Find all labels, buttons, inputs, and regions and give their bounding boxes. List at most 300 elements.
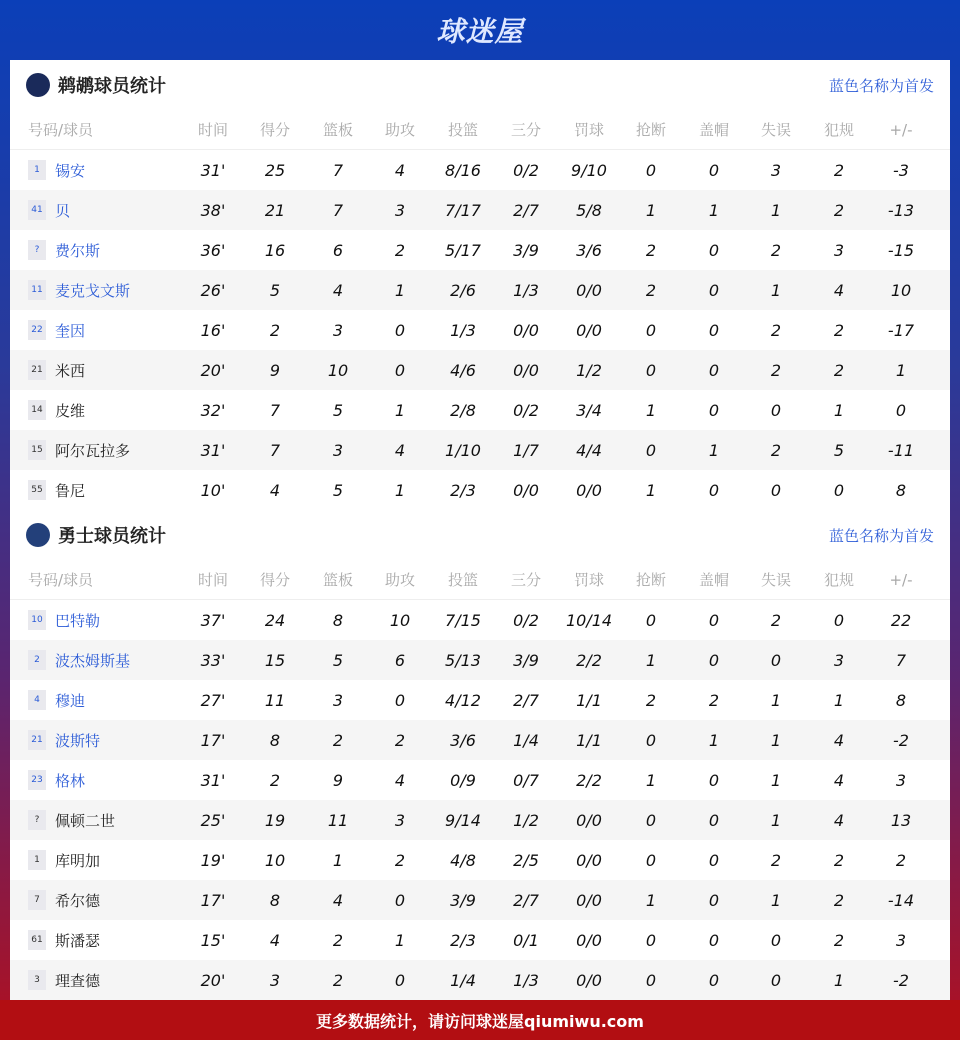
stat-cell: 1 xyxy=(645,770,657,790)
stat-cell: 0/0 xyxy=(576,320,602,340)
footer-banner: 更多数据统计，请访问球迷屋qiumiwu.com xyxy=(0,1000,960,1040)
stat-cell: 10 xyxy=(264,850,286,870)
stat-cell: 0 xyxy=(708,610,720,630)
stat-cell: 0 xyxy=(708,890,720,910)
stat-cell: 1/3 xyxy=(513,280,539,300)
jersey-number: 10 xyxy=(28,610,46,630)
table-row xyxy=(10,880,950,920)
col-header: 失误 xyxy=(760,571,791,589)
stat-cell: 25 xyxy=(264,160,286,180)
stat-cell: 1 xyxy=(770,690,782,710)
stat-cell: 1 xyxy=(770,770,782,790)
stat-cell: 3 xyxy=(269,970,281,990)
jersey-number: 21 xyxy=(28,730,46,750)
stat-cell: 9/10 xyxy=(571,160,607,180)
stat-cell: 2 xyxy=(770,360,782,380)
col-header: 时间 xyxy=(197,121,228,139)
stat-cell: 0 xyxy=(394,970,406,990)
col-header: 篮板 xyxy=(322,121,353,139)
jersey-number: 22 xyxy=(28,320,46,340)
stat-cell: -17 xyxy=(887,320,915,340)
stat-cell: 1/1 xyxy=(576,730,602,750)
stat-cell: 0/0 xyxy=(576,930,602,950)
stat-cell: 0 xyxy=(708,810,720,830)
stat-cell: 1 xyxy=(770,200,782,220)
stat-cell: 0/2 xyxy=(513,160,539,180)
col-header: 助攻 xyxy=(384,121,415,139)
stat-cell: 0 xyxy=(708,400,720,420)
col-header: 罚球 xyxy=(573,571,604,589)
stat-cell: 9 xyxy=(269,360,281,380)
player-cell[interactable] xyxy=(28,160,85,181)
stat-cell: 13 xyxy=(890,810,912,830)
table-row xyxy=(10,680,950,720)
stat-cell: 1 xyxy=(394,400,406,420)
col-header: 抢断 xyxy=(635,121,666,139)
player-name[interactable]: 波杰姆斯基 xyxy=(55,651,131,670)
stat-cell: 0 xyxy=(708,360,720,380)
stat-cell: 1 xyxy=(332,850,344,870)
stat-cell: 2 xyxy=(770,440,782,460)
stat-cell: 0 xyxy=(708,850,720,870)
col-header: 失误 xyxy=(760,121,791,139)
player-cell[interactable] xyxy=(28,810,115,831)
stat-cell: 1/2 xyxy=(576,360,602,380)
stat-cell: -11 xyxy=(887,440,915,460)
player-name[interactable]: 鲁尼 xyxy=(55,481,86,500)
stat-cell: 3 xyxy=(895,770,907,790)
section-title: 鹈鹕球员统计 xyxy=(58,76,166,97)
stat-cell: 4 xyxy=(394,770,406,790)
team-section xyxy=(10,60,950,510)
stat-cell: 2 xyxy=(833,930,845,950)
stat-cell: 11 xyxy=(327,810,349,830)
table-row xyxy=(10,960,950,1000)
col-header: 得分 xyxy=(259,571,290,589)
col-header: 篮板 xyxy=(322,571,353,589)
stat-cell: 31' xyxy=(200,440,226,460)
stat-cell: 2 xyxy=(332,730,344,750)
stat-cell: 1 xyxy=(645,400,657,420)
col-header-player: 号码/球员 xyxy=(28,571,94,589)
stat-cell: 1 xyxy=(770,890,782,910)
stat-cell: 2 xyxy=(770,320,782,340)
stat-cell: 0/0 xyxy=(576,850,602,870)
table-row xyxy=(10,190,950,230)
stat-cell: 37' xyxy=(200,610,226,630)
site-logo: 球迷屋 xyxy=(436,15,524,48)
table-row xyxy=(10,350,950,390)
stat-cell: 7 xyxy=(332,160,344,180)
player-name[interactable]: 米西 xyxy=(55,361,86,380)
col-header: 投篮 xyxy=(447,571,478,589)
stat-cell: 2 xyxy=(770,240,782,260)
stat-cell: 0 xyxy=(770,480,782,500)
stat-cell: 3 xyxy=(895,930,907,950)
stat-cell: 1/7 xyxy=(513,440,539,460)
jersey-number: 2 xyxy=(28,650,46,670)
stat-cell: 3 xyxy=(833,650,845,670)
player-name[interactable]: 希尔德 xyxy=(55,891,101,910)
stat-cell: 6 xyxy=(332,240,344,260)
team-section xyxy=(10,510,950,1000)
col-header: 得分 xyxy=(259,121,290,139)
player-cell[interactable] xyxy=(28,240,100,261)
jersey-number: 3 xyxy=(28,970,46,990)
table-row xyxy=(10,390,950,430)
stat-cell: 10 xyxy=(890,280,912,300)
stat-cell: 8 xyxy=(895,480,907,500)
player-cell[interactable] xyxy=(28,650,130,671)
stat-cell: 7 xyxy=(895,650,907,670)
col-header: 盖帽 xyxy=(698,571,729,589)
col-header: 盖帽 xyxy=(698,121,729,139)
player-cell[interactable] xyxy=(28,440,130,461)
player-cell[interactable] xyxy=(28,320,85,341)
stat-cell: 5/17 xyxy=(445,240,481,260)
stat-cell: -15 xyxy=(887,240,915,260)
table-row xyxy=(10,470,950,510)
stat-cell: -3 xyxy=(893,160,909,180)
stat-cell: 8 xyxy=(269,890,281,910)
stat-cell: 1/4 xyxy=(513,730,539,750)
top-banner xyxy=(0,0,960,60)
stat-cell: 0 xyxy=(394,690,406,710)
stat-cell: 5 xyxy=(833,440,845,460)
stat-cell: 0 xyxy=(645,440,657,460)
table-row xyxy=(10,600,950,640)
jersey-number: 11 xyxy=(28,280,46,300)
stat-cell: 21 xyxy=(264,200,286,220)
starter-note: 蓝色名称为首发 xyxy=(828,526,934,545)
stat-cell: 4 xyxy=(833,280,845,300)
stat-cell: 2 xyxy=(833,850,845,870)
stat-cell: 1/2 xyxy=(513,810,539,830)
player-name[interactable]: 皮维 xyxy=(55,401,86,420)
stat-cell: 0/2 xyxy=(513,400,539,420)
stat-cell: 0 xyxy=(645,160,657,180)
player-cell[interactable] xyxy=(28,610,100,631)
stat-cell: 17' xyxy=(200,890,226,910)
stat-cell: 1/3 xyxy=(513,970,539,990)
jersey-number: ? xyxy=(28,240,46,260)
stat-cell: 2 xyxy=(332,970,344,990)
stat-cell: 0 xyxy=(708,930,720,950)
stat-cell: 1 xyxy=(394,480,406,500)
stat-cell: 1/4 xyxy=(450,970,476,990)
stat-cell: 2/7 xyxy=(513,890,539,910)
stat-cell: 2 xyxy=(833,160,845,180)
table-row xyxy=(10,230,950,270)
stats-card xyxy=(10,60,950,1000)
stat-cell: 4/8 xyxy=(450,850,476,870)
stat-cell: 0/9 xyxy=(450,770,476,790)
player-cell[interactable] xyxy=(28,360,85,381)
stat-cell: 2 xyxy=(394,850,406,870)
stat-cell: 0 xyxy=(394,320,406,340)
stat-cell: 2/7 xyxy=(513,200,539,220)
stat-cell: 2/3 xyxy=(450,480,476,500)
stat-cell: 1 xyxy=(895,360,907,380)
stat-cell: 24 xyxy=(264,610,286,630)
stat-cell: 1/1 xyxy=(576,690,602,710)
stat-cell: 3 xyxy=(833,240,845,260)
col-header: +/- xyxy=(889,120,913,139)
stat-cell: 0 xyxy=(708,320,720,340)
stat-cell: 2 xyxy=(833,200,845,220)
stat-cell: -13 xyxy=(887,200,915,220)
stat-cell: 10/14 xyxy=(565,610,613,630)
stat-cell: 15' xyxy=(200,930,226,950)
stat-cell: 2/3 xyxy=(450,930,476,950)
stat-cell: 0 xyxy=(645,970,657,990)
stat-cell: 0 xyxy=(895,400,907,420)
stat-cell: 0/1 xyxy=(513,930,539,950)
stat-cell: 0 xyxy=(708,650,720,670)
stat-cell: 0/0 xyxy=(513,320,539,340)
stat-cell: 0/0 xyxy=(576,280,602,300)
jersey-number: 41 xyxy=(28,200,46,220)
player-name[interactable]: 奎因 xyxy=(55,321,86,340)
player-cell[interactable] xyxy=(28,400,85,421)
jersey-number: 23 xyxy=(28,770,46,790)
player-name[interactable]: 格林 xyxy=(55,771,86,790)
player-name[interactable]: 阿尔瓦拉多 xyxy=(55,441,131,460)
stat-cell: 6 xyxy=(394,650,406,670)
jersey-number: 21 xyxy=(28,360,46,380)
jersey-number: 7 xyxy=(28,890,46,910)
table-header xyxy=(10,560,950,600)
stat-cell: 0 xyxy=(770,400,782,420)
stat-cell: -14 xyxy=(887,890,915,910)
stat-cell: 36' xyxy=(200,240,226,260)
stat-cell: 0 xyxy=(645,930,657,950)
stat-cell: 4 xyxy=(833,770,845,790)
col-header: 三分 xyxy=(510,571,541,589)
table-row xyxy=(10,270,950,310)
player-cell[interactable] xyxy=(28,930,100,951)
col-header: 犯规 xyxy=(823,121,854,139)
stat-cell: 2 xyxy=(645,280,657,300)
stat-cell: 1 xyxy=(394,930,406,950)
stat-cell: 1 xyxy=(645,200,657,220)
stat-cell: 2/5 xyxy=(513,850,539,870)
stat-cell: 3/9 xyxy=(513,650,539,670)
stat-cell: 5 xyxy=(269,280,281,300)
stat-cell: 0 xyxy=(770,970,782,990)
stat-cell: 0/0 xyxy=(576,480,602,500)
stat-cell: 0/0 xyxy=(513,360,539,380)
stat-cell: 3 xyxy=(394,810,406,830)
stat-cell: 0 xyxy=(645,810,657,830)
stat-cell: 3/9 xyxy=(513,240,539,260)
col-header: 三分 xyxy=(510,121,541,139)
player-cell[interactable] xyxy=(28,480,85,501)
table-row xyxy=(10,760,950,800)
jersey-number: ? xyxy=(28,810,46,830)
stat-cell: 1 xyxy=(645,890,657,910)
stat-cell: 3 xyxy=(332,320,344,340)
stat-cell: 2 xyxy=(833,890,845,910)
jersey-number: 1 xyxy=(28,850,46,870)
stat-cell: 10' xyxy=(200,480,226,500)
stat-cell: 0 xyxy=(645,320,657,340)
stat-cell: 4 xyxy=(833,730,845,750)
player-name[interactable]: 费尔斯 xyxy=(55,241,101,260)
player-name[interactable]: 波斯特 xyxy=(55,731,101,750)
stat-cell: 0/7 xyxy=(513,770,539,790)
col-header: 助攻 xyxy=(384,571,415,589)
stat-cell: 32' xyxy=(200,400,226,420)
stat-cell: 0 xyxy=(770,930,782,950)
stat-cell: 26' xyxy=(200,280,226,300)
player-name[interactable]: 穆迪 xyxy=(55,691,86,710)
stat-cell: 1 xyxy=(708,730,720,750)
player-name[interactable]: 库明加 xyxy=(55,851,101,870)
stat-cell: 2 xyxy=(770,850,782,870)
stat-cell: 3/9 xyxy=(450,890,476,910)
stat-cell: 1 xyxy=(833,690,845,710)
section-header xyxy=(10,60,950,110)
jersey-number: 14 xyxy=(28,400,46,420)
stat-cell: 2/6 xyxy=(450,280,476,300)
stat-cell: 5 xyxy=(332,650,344,670)
stat-cell: 2/8 xyxy=(450,400,476,420)
table-row xyxy=(10,920,950,960)
team-logo-icon xyxy=(26,73,50,97)
stat-cell: 4/12 xyxy=(445,690,481,710)
jersey-number: 55 xyxy=(28,480,46,500)
stat-cell: 25' xyxy=(200,810,226,830)
stat-cell: 3 xyxy=(332,690,344,710)
player-name[interactable]: 佩顿二世 xyxy=(55,811,116,830)
stat-cell: 0 xyxy=(708,770,720,790)
stat-cell: 5 xyxy=(332,480,344,500)
player-name[interactable]: 麦克戈文斯 xyxy=(55,281,131,300)
stat-cell: 0 xyxy=(708,240,720,260)
stat-cell: 2 xyxy=(269,320,281,340)
player-cell[interactable] xyxy=(28,770,85,791)
player-name[interactable]: 斯潘瑟 xyxy=(55,931,101,950)
player-cell[interactable] xyxy=(28,200,70,221)
stat-cell: 4 xyxy=(269,480,281,500)
stat-cell: 15 xyxy=(264,650,286,670)
table-row xyxy=(10,310,950,350)
stat-cell: 16 xyxy=(264,240,286,260)
stat-cell: 3 xyxy=(770,160,782,180)
player-name[interactable]: 锡安 xyxy=(55,161,86,180)
stat-cell: 1 xyxy=(708,440,720,460)
stat-cell: 8 xyxy=(332,610,344,630)
table-row xyxy=(10,430,950,470)
table-row xyxy=(10,840,950,880)
stat-cell: 27' xyxy=(200,690,226,710)
stat-cell: 2 xyxy=(394,730,406,750)
stat-cell: 4 xyxy=(394,440,406,460)
stat-cell: 38' xyxy=(200,200,226,220)
stat-cell: 0/2 xyxy=(513,610,539,630)
player-cell[interactable] xyxy=(28,890,100,911)
stat-cell: 1/10 xyxy=(445,440,481,460)
stat-cell: 1 xyxy=(394,280,406,300)
stat-cell: 0 xyxy=(645,610,657,630)
stat-cell: 8 xyxy=(269,730,281,750)
stat-cell: 8 xyxy=(895,690,907,710)
col-header: 抢断 xyxy=(635,571,666,589)
stat-cell: 31' xyxy=(200,160,226,180)
stat-cell: 3/6 xyxy=(576,240,602,260)
stat-cell: 7/17 xyxy=(445,200,481,220)
player-cell[interactable] xyxy=(28,730,100,751)
stat-cell: 11 xyxy=(264,690,286,710)
stat-cell: 17' xyxy=(200,730,226,750)
stat-cell: 0 xyxy=(708,280,720,300)
stat-cell: 0 xyxy=(708,480,720,500)
player-cell[interactable] xyxy=(28,280,130,301)
player-name[interactable]: 巴特勒 xyxy=(55,611,101,630)
section-header xyxy=(10,510,950,560)
jersey-number: 61 xyxy=(28,930,46,950)
player-cell[interactable] xyxy=(28,690,85,711)
stat-cell: 5/13 xyxy=(445,650,481,670)
stat-cell: 1 xyxy=(645,480,657,500)
stat-cell: 1 xyxy=(645,650,657,670)
stat-cell: 31' xyxy=(200,770,226,790)
stat-cell: 2 xyxy=(708,690,720,710)
stat-cell: 5/8 xyxy=(576,200,602,220)
stat-cell: 4/4 xyxy=(576,440,602,460)
stat-cell: 0 xyxy=(394,890,406,910)
stat-cell: 3/4 xyxy=(576,400,602,420)
stat-cell: 16' xyxy=(200,320,226,340)
table-row xyxy=(10,150,950,190)
stat-cell: 2 xyxy=(645,240,657,260)
stat-cell: 0/0 xyxy=(576,810,602,830)
stat-cell: 0 xyxy=(833,610,845,630)
stat-cell: 2 xyxy=(645,690,657,710)
table-row xyxy=(10,720,950,760)
table-row xyxy=(10,640,950,680)
col-header: 时间 xyxy=(197,571,228,589)
player-name[interactable]: 理查德 xyxy=(55,971,101,990)
stat-cell: 0 xyxy=(645,850,657,870)
stat-cell: 2/7 xyxy=(513,690,539,710)
col-header: 犯规 xyxy=(823,571,854,589)
stat-cell: 2 xyxy=(895,850,907,870)
stat-cell: 0 xyxy=(833,480,845,500)
stat-cell: 1 xyxy=(833,970,845,990)
stat-cell: 19 xyxy=(264,810,286,830)
stat-cell: 33' xyxy=(200,650,226,670)
stat-cell: 3 xyxy=(394,200,406,220)
stat-cell: 3 xyxy=(332,440,344,460)
stat-cell: 1/3 xyxy=(450,320,476,340)
col-header: 投篮 xyxy=(447,121,478,139)
stat-cell: 5 xyxy=(332,400,344,420)
stat-cell: 2/2 xyxy=(576,770,602,790)
stat-cell: 2 xyxy=(269,770,281,790)
player-name[interactable]: 贝 xyxy=(55,201,71,220)
stat-cell: 1 xyxy=(770,280,782,300)
stat-cell: 0 xyxy=(394,360,406,380)
stat-cell: 20' xyxy=(200,360,226,380)
stat-cell: 0/0 xyxy=(576,970,602,990)
stat-cell: -2 xyxy=(893,730,909,750)
starter-note: 蓝色名称为首发 xyxy=(828,76,934,95)
player-cell[interactable] xyxy=(28,850,100,871)
player-cell[interactable] xyxy=(28,970,100,991)
stat-cell: 4/6 xyxy=(450,360,476,380)
